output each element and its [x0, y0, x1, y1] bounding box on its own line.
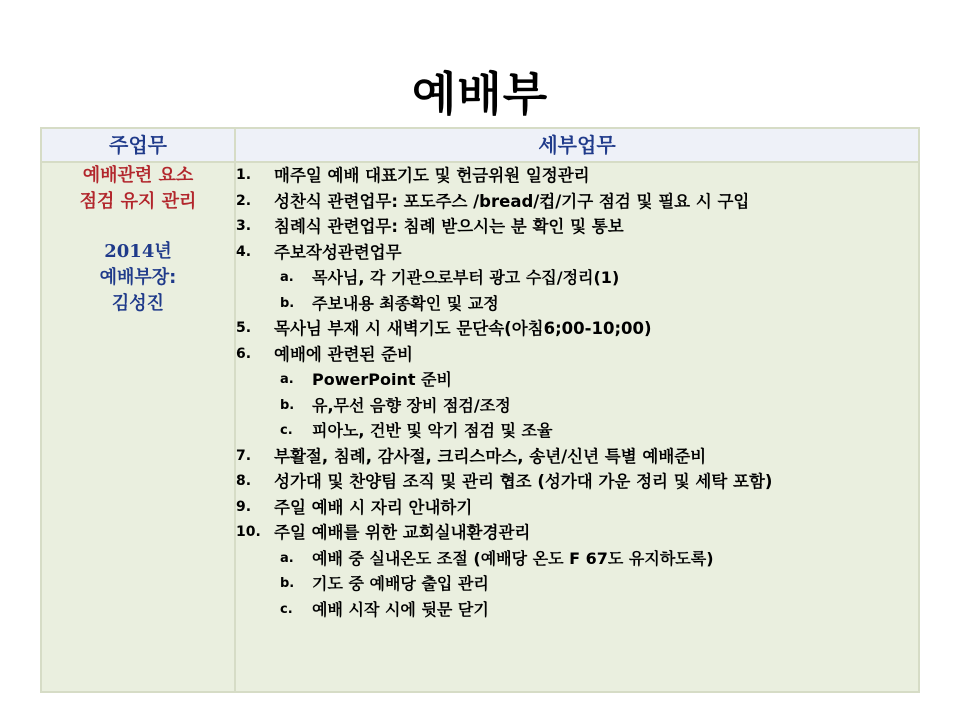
header-main-duty: 주업무 [41, 128, 235, 162]
sub-item-letter: a. [280, 372, 294, 387]
detail-duty-cell [235, 162, 919, 692]
duties-table [40, 127, 920, 693]
sub-item-text: 기도 중 예배당 출입 관리 [312, 574, 489, 593]
sub-item-letter: b. [280, 576, 295, 591]
list-item [236, 495, 918, 521]
item-number: 4. [236, 243, 252, 260]
list-item [236, 342, 918, 368]
item-number: 2. [236, 192, 252, 209]
list-item [236, 444, 918, 470]
item-text: 주일 예배를 위한 교회실내환경관리 [274, 523, 531, 542]
item-text: 목사님 부재 시 새벽기도 문단속(아침6;00-10;00) [274, 319, 652, 338]
item-number: 7. [236, 447, 252, 464]
sub-list-item [236, 418, 918, 444]
sub-item-letter: b. [280, 295, 295, 311]
duty-list [236, 163, 918, 622]
list-item [236, 316, 918, 342]
sub-list-item [236, 393, 918, 419]
item-number: 8. [236, 473, 252, 489]
table-body-row [41, 162, 919, 692]
item-number: 3. [236, 218, 252, 234]
sub-item-letter: c. [280, 601, 293, 617]
item-text: 부활절, 침례, 감사절, 크리스마스, 송년/신년 특별 예배준비 [274, 446, 707, 466]
list-item [236, 214, 918, 240]
main-duty-line-1: 예배관련 요소 [82, 165, 194, 186]
list-item [236, 240, 918, 266]
list-item [236, 163, 918, 189]
sub-item-letter: a. [280, 550, 294, 566]
sub-item-letter: c. [280, 423, 293, 438]
sub-item-text: 예배 시작 시에 뒷문 닫기 [312, 599, 489, 619]
sub-list-item [236, 265, 918, 291]
sub-item-letter: a. [280, 270, 294, 285]
item-number: 10. [236, 524, 261, 540]
item-number: 1. [236, 167, 252, 183]
sub-item-text: 피아노, 건반 및 악기 점검 및 조율 [312, 421, 553, 440]
sub-list-item [236, 291, 918, 317]
slide-title: 예배부 [411, 67, 549, 121]
item-text: 매주일 예배 대표기도 및 헌금위원 일정관리 [274, 166, 590, 185]
main-duty-cell [41, 162, 235, 692]
item-number: 6. [236, 345, 252, 362]
sub-list-item [236, 571, 918, 597]
sub-item-text: 주보내용 최종확인 및 교정 [312, 293, 499, 313]
item-text: 성가대 및 찬양팀 조직 및 관리 협조 (성가대 가운 정리 및 세탁 포함) [274, 472, 773, 491]
item-text: 침례식 관련업무: 침례 받으시는 분 확인 및 통보 [274, 217, 624, 236]
main-duty-line-2: 점검 유지 관리 [79, 191, 197, 212]
item-text: 주일 예배 시 자리 안내하기 [274, 497, 473, 517]
item-number: 9. [236, 498, 252, 515]
sub-list-item [236, 546, 918, 572]
item-number: 5. [236, 320, 252, 336]
list-item [236, 469, 918, 495]
sub-list-item [236, 367, 918, 393]
role-label: 예배부장: [99, 267, 177, 288]
sub-item-text: 유,무선 음향 장비 점검/조정 [312, 395, 511, 415]
sub-list-item [236, 597, 918, 623]
sub-item-text: 예배 중 실내온도 조절 (예배당 온도 F 67도 유지하도록) [312, 548, 714, 568]
item-text: 성찬식 관련업무: 포도주스 /bread/컵/기구 점검 및 필요 시 구입 [274, 191, 750, 211]
year-label: 2014년 [104, 241, 172, 262]
sub-item-text: PowerPoint 준비 [312, 370, 452, 389]
list-item [236, 189, 918, 215]
person-name: 김성진 [111, 293, 165, 314]
item-text: 예배에 관련된 준비 [274, 344, 414, 364]
header-detail-duty: 세부업무 [235, 128, 919, 162]
table-header-row [41, 128, 919, 162]
sub-item-text: 목사님, 각 기관으로부터 광고 수집/정리(1) [312, 268, 620, 287]
item-text: 주보작성관련업무 [274, 242, 402, 262]
sub-item-letter: b. [280, 397, 295, 413]
list-item [236, 520, 918, 546]
